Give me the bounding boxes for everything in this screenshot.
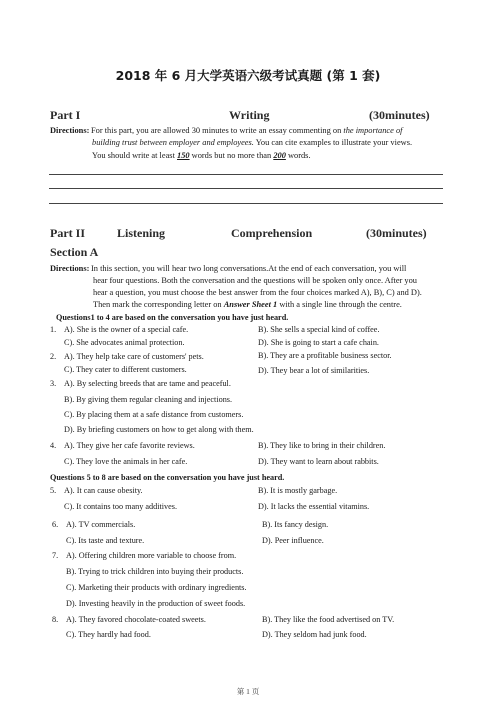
part2-directions-line4: Then mark the corresponding letter on Answer Sheet 1 with a single line through the centre. (93, 300, 402, 309)
question-7-option-d: D). Investing heavily in the production of sweet foods. (66, 599, 246, 608)
question-number: 3. (50, 379, 57, 388)
question-6-option-d: D). Peer influence. (262, 536, 324, 545)
question-1-option-b: B). She sells a special kind of coffee. (258, 325, 380, 334)
question-4-option-b: B). They like to bring in their children. (258, 441, 386, 450)
question-4-option-a: A). They give her cafe favorite reviews. (64, 441, 195, 450)
part1-directions-line3: You should write at least 150 words but no more than 200 words. (92, 151, 311, 160)
question-2-option-d: D). They bear a lot of similarities. (258, 366, 370, 375)
question-1-option-d: D). She is going to start a cafe chain. (258, 338, 379, 347)
question-3-option-d: D). By briefing customers on how to get along with them. (64, 425, 254, 434)
question-7-option-c: C). Marketing their products with ordinary ingredients. (66, 583, 247, 592)
page-title: 2018 年 6 月大学英语六级考试真题 (第 1 套) (115, 68, 381, 83)
question-2-option-a: A). They help take care of customers' pets. (64, 352, 204, 361)
question-number: 5. (50, 486, 57, 495)
question-1-option-c: C). She advocates animal protection. (64, 338, 185, 347)
part1-directions-line2: building trust between employer and employees. You can cite examples to illustrate your views. (92, 138, 413, 147)
question-number: 7. (52, 551, 59, 560)
writing-line-3 (49, 203, 443, 204)
question-7-option-a: A). Offering children more variable to choose from. (66, 551, 237, 560)
part1-label: Part I (50, 108, 81, 122)
question-8-option-a: A). They favored chocolate-coated sweets. (66, 615, 206, 624)
part2-directions-line1: In this section, you will hear two long conversations.At the end of each conversation, you will (91, 264, 407, 273)
question-6-option-c: C). Its taste and texture. (66, 536, 145, 545)
question-1-option-a: A). She is the owner of a special cafe. (64, 325, 189, 334)
part1-directions-line1: For this part, you are allowed 30 minutes to write an essay commenting on the importance of (91, 126, 403, 135)
part2-time: (30minutes) (366, 226, 427, 240)
question-7-option-b: B). Trying to trick children into buying their products. (66, 567, 244, 576)
section-a-heading: Section A (50, 245, 99, 259)
question-5-option-d: D). It lacks the essential vitamins. (258, 502, 370, 511)
question-2-option-b: B). They are a profitable business sector. (258, 351, 392, 360)
question-number: 2. (50, 352, 57, 361)
part2-directions-line2: hear four questions. Both the conversation and the questions will be spoken only once. After you (93, 276, 417, 285)
part1-name: Writing (229, 108, 270, 122)
question-number: 6. (52, 520, 59, 529)
part2-directions-label: Directions: (50, 264, 90, 273)
group1-heading: Questions1 to 4 are based on the conversation you have just heard. (56, 313, 289, 322)
question-5-option-b: B). It is mostly garbage. (258, 486, 338, 495)
writing-line-2 (49, 188, 443, 189)
question-6-option-b: B). Its fancy design. (262, 520, 329, 529)
group2-heading: Questions 5 to 8 are based on the conversation you have just heard. (50, 473, 285, 482)
question-3-option-c: C). By placing them at a safe distance from customers. (64, 410, 244, 419)
part1-time: (30minutes) (369, 108, 430, 122)
question-number: 1. (50, 325, 57, 334)
part1-directions-label: Directions: (50, 126, 90, 135)
question-8-option-d: D). They seldom had junk food. (262, 630, 367, 639)
question-number: 4. (50, 441, 57, 450)
question-3-option-a: A). By selecting breeds that are tame and peaceful. (64, 379, 231, 388)
question-4-option-c: C). They love the animals in her cafe. (64, 457, 188, 466)
question-8-option-b: B). They like the food advertised on TV. (262, 615, 395, 624)
part2-label: Part II (50, 226, 85, 240)
question-5-option-c: C). It contains too many additives. (64, 502, 178, 511)
page-number: 第 1 页 (236, 687, 260, 696)
question-5-option-a: A). It can cause obesity. (64, 486, 143, 495)
part2-name: Listening (117, 226, 166, 240)
writing-line-1 (49, 174, 443, 175)
part2-directions-line3: hear a question, you must choose the best answer from the four choices marked A), B), C) and D). (93, 288, 422, 297)
question-3-option-b: B). By giving them regular cleaning and injections. (64, 395, 233, 404)
question-2-option-c: C). They cater to different customers. (64, 365, 187, 374)
question-4-option-d: D). They want to learn about rabbits. (258, 457, 379, 466)
question-6-option-a: A). TV commercials. (66, 520, 136, 529)
question-number: 8. (52, 615, 59, 624)
part2-name2: Comprehension (231, 226, 313, 240)
question-8-option-c: C). They hardly had food. (66, 630, 151, 639)
